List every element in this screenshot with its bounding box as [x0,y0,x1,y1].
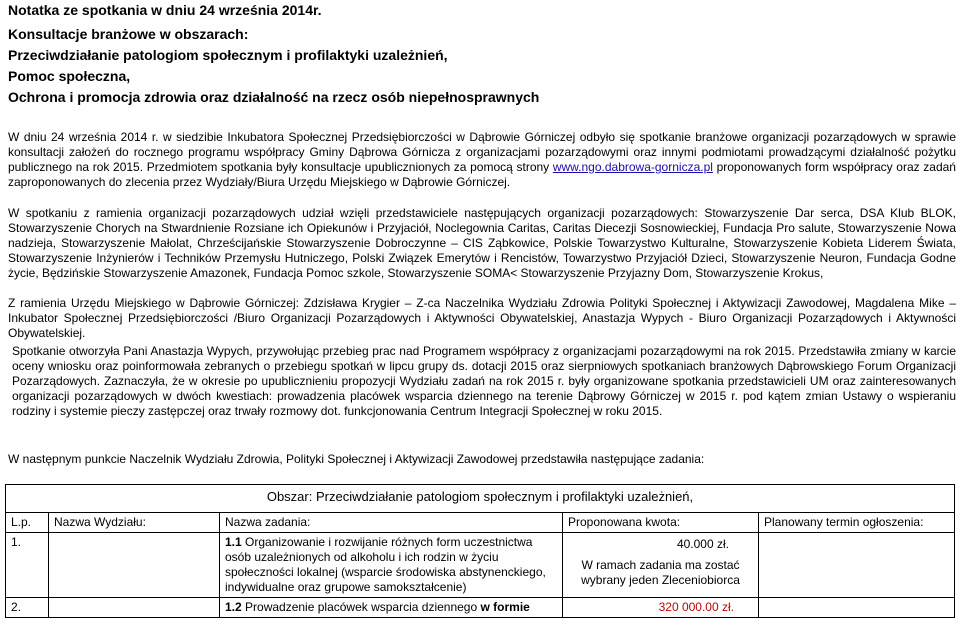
area-item-3: Ochrona i promocja zdrowia oraz działalność na rzecz osób niepełnosprawnych [8,89,540,105]
task-number: 1.2 [225,600,242,614]
paragraph-text: proponowanych form współpracy oraz zadań zaproponowanych do zlecenia przez Wydziały/Biura Urzędu Miejskiego w Dąbrowie Górniczej. [8,160,956,189]
table-caption: Obszar: Przeciwdziałanie patologiom społecznym i profilaktyki uzależnień, [6,485,955,513]
document-title: Notatka ze spotkania w dniu 24 września 2014r. [8,2,322,18]
ngo-website-link[interactable]: www.ngo.dabrowa-gornicza.pl [552,160,713,174]
header-task: Nazwa zadania: [220,513,563,533]
task-number: 1.1 [225,535,242,549]
row-department [49,598,220,618]
table-header-row [6,513,955,533]
task-text: Organizowanie i rozwijanie różnych form uczestnictwa osób uzależnionych od alkoholu i ich rodzin w życiu społeczności lokalnej (wsparcie środowiska abstynenckiego, indywidualne oraz grupowe samokształcenie) [225,535,546,594]
header-announcement-date: Planowany termin ogłoszenia: [759,513,955,533]
paragraph-meeting-info [8,130,956,190]
paragraph-ngo-participants: W spotkaniu z ramienia organizacji pozarządowych udział wzięli przedstawiciele następujących organizacji pozarządowych: Stowarzyszenie Dar serca, DSA Klub BLOK, Stowarzyszenie Chorych na Stwardnienie Rozsiane ich Opiekunów i Przyjaciół, Noclegownia Caritas, Caritas Diecezji Sosnowieckiej, Fundacja Pro salute, Stowarzyszenie Nowa nadzieja, Stowarzyszenie Małolat, Chrześcijańskie Stowarzyszenie Dobroczynne – CIS Ząbkowice, Polskie Towarzystwo Kulturalne, Stowarzyszenie Kobieta Liderem Świata, Stowarzyszenie Inżynierów i Techników Przemysłu Hutniczego, Polski Związek Emerytów i Rencistów, Towarzystwo Przyjaciół Dzieci, Stowarzyszenie Neuron, Fundacja Godne życie, Będzińskie Stowarzyszenie Amazonek, Fundacja Pomoc szkole, Stowarzyszenie SOMA< Stowarzyszenie Przyjazny Dom, Stowarzyszenie Krokus, [8,206,956,280]
table-caption-row [6,485,955,513]
header-lp: L.p. [6,513,49,533]
paragraph-tasks-intro: W następnym punkcie Naczelnik Wydziału Zdrowia, Polityki Społecznej i Aktywizacji Zawodowej przedstawiła następujące zadania: [8,452,705,466]
row-lp: 2. [6,598,49,618]
row-task [220,533,563,598]
task-text: Prowadzenie placówek wsparcia dziennego [241,600,478,614]
row-department [49,533,220,598]
amount-value: 320 000.00 zł. [658,600,734,614]
task-text-bold: w formie [477,600,530,614]
paragraph-meeting-summary: Spotkanie otworzyła Pani Anastazja Wypych, przywołując przebieg prac nad Programem współpracy z organizacjami pozarządowymi na rok 2015. Przedstawiła zmiany w karcie oceny wniosku oraz poinformowała zebranych o przebiegu spotkań w lipcu grupy ds. dotacji 2015 oraz sierpniowych spotkaniach branżowych Dąbrowskiego Forum Organizacji Pozarządowych. Zaznaczyła, że w okresie po upublicznieniu propozycji Wydziału zadań na rok 2015 r. były organizowane spotkania przedstawicieli UM oraz zainteresowanych organizacji pozarządowych w dwóch kwestiach: prowadzenia placówek wsparcia dziennego na terenie Dąbrowy Górniczej w 2015 r. pod kątem zmian Ustawy o wspieraniu rodziny i systemie pieczy zastępczej oraz trwały rozmowy dot. funkcjonowania Centrum Integracji Społecznej w roku 2015. [12,344,956,418]
table-row [6,533,955,598]
areas-intro: Konsultacje branżowe w obszarach: [8,26,249,42]
paragraph-city-participants: Z ramienia Urzędu Miejskiego w Dąbrowie Górniczej: Zdzisława Krygier – Z-ca Naczelnika Wydziału Zdrowia Polityki Społecznej i Aktywizacji Zawodowej, Magdalena Mike – Inkubator Społecznej Przedsiębiorczości /Biuro Organizacji Pozarządowych i Aktywności Obywatelskiej, Anastazja Wypych - Biuro Organizacji Pozarządowych i Aktywności Obywatelskiej. [8,296,956,340]
amount-note: W ramach zadania ma zostać wybrany jeden Zleceniobiorca [581,558,740,587]
row-amount [563,598,759,618]
row-task [220,598,563,618]
area-item-1: Przeciwdziałanie patologiom społecznym i profilaktyki uzależnień, [8,47,448,63]
header-amount: Proponowana kwota: [563,513,759,533]
row-amount [563,533,759,598]
amount-value: 40.000 zł. [676,537,729,551]
row-announcement-date [759,598,955,618]
tasks-table [5,484,955,618]
row-lp: 1. [6,533,49,598]
table-row [6,598,955,618]
row-announcement-date [759,533,955,598]
area-item-2: Pomoc społeczna, [8,68,131,84]
header-department: Nazwa Wydziału: [49,513,220,533]
paragraph-text: W dniu 24 września 2014 r. w siedzibie Inkubatora Społecznej Przedsiębiorczości w Dąbrowie Górniczej odbyło się spotkanie branżowe organizacji pozarządowych w sprawie konsultacji założeń do rocznego programu współpracy Gminy Dąbrowa Górnicza z organizacjami pozarządowymi oraz innymi podmiotami prowadzącymi działalność pożytku publicznego na rok 2015. Przedmiotem spotkania były konsultacje upublicznionych za pomocą strony [8,130,956,174]
